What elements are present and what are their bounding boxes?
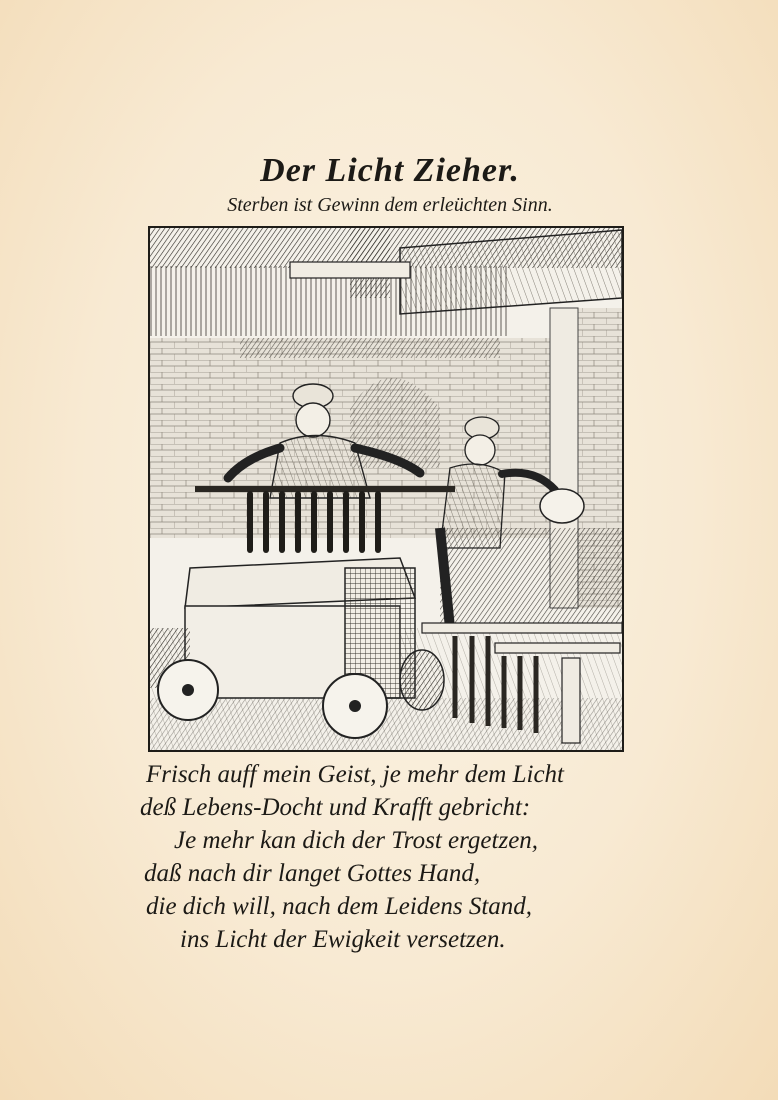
page-title: Der Licht Zieher. bbox=[260, 152, 520, 189]
engraving-plate bbox=[148, 226, 624, 752]
verse-line-5: die dich will, nach dem Leidens Stand, bbox=[146, 893, 533, 920]
verse-line-6: ins Licht der Ewigkeit versetzen. bbox=[180, 926, 506, 953]
verse-line-3: Je mehr kan dich der Trost ergetzen, bbox=[174, 827, 539, 854]
page-subtitle: Sterben ist Gewinn dem erleüchten Sinn. bbox=[227, 194, 553, 216]
verse-text bbox=[140, 758, 640, 956]
verse-line-4: daß nach dir langet Gottes Hand, bbox=[144, 860, 481, 887]
engraving-illustration bbox=[150, 228, 622, 750]
verse-line-1: Frisch auff mein Geist, je mehr dem Licht bbox=[146, 761, 564, 788]
verse-line-2: deß Lebens-Docht und Krafft gebricht: bbox=[140, 794, 531, 821]
